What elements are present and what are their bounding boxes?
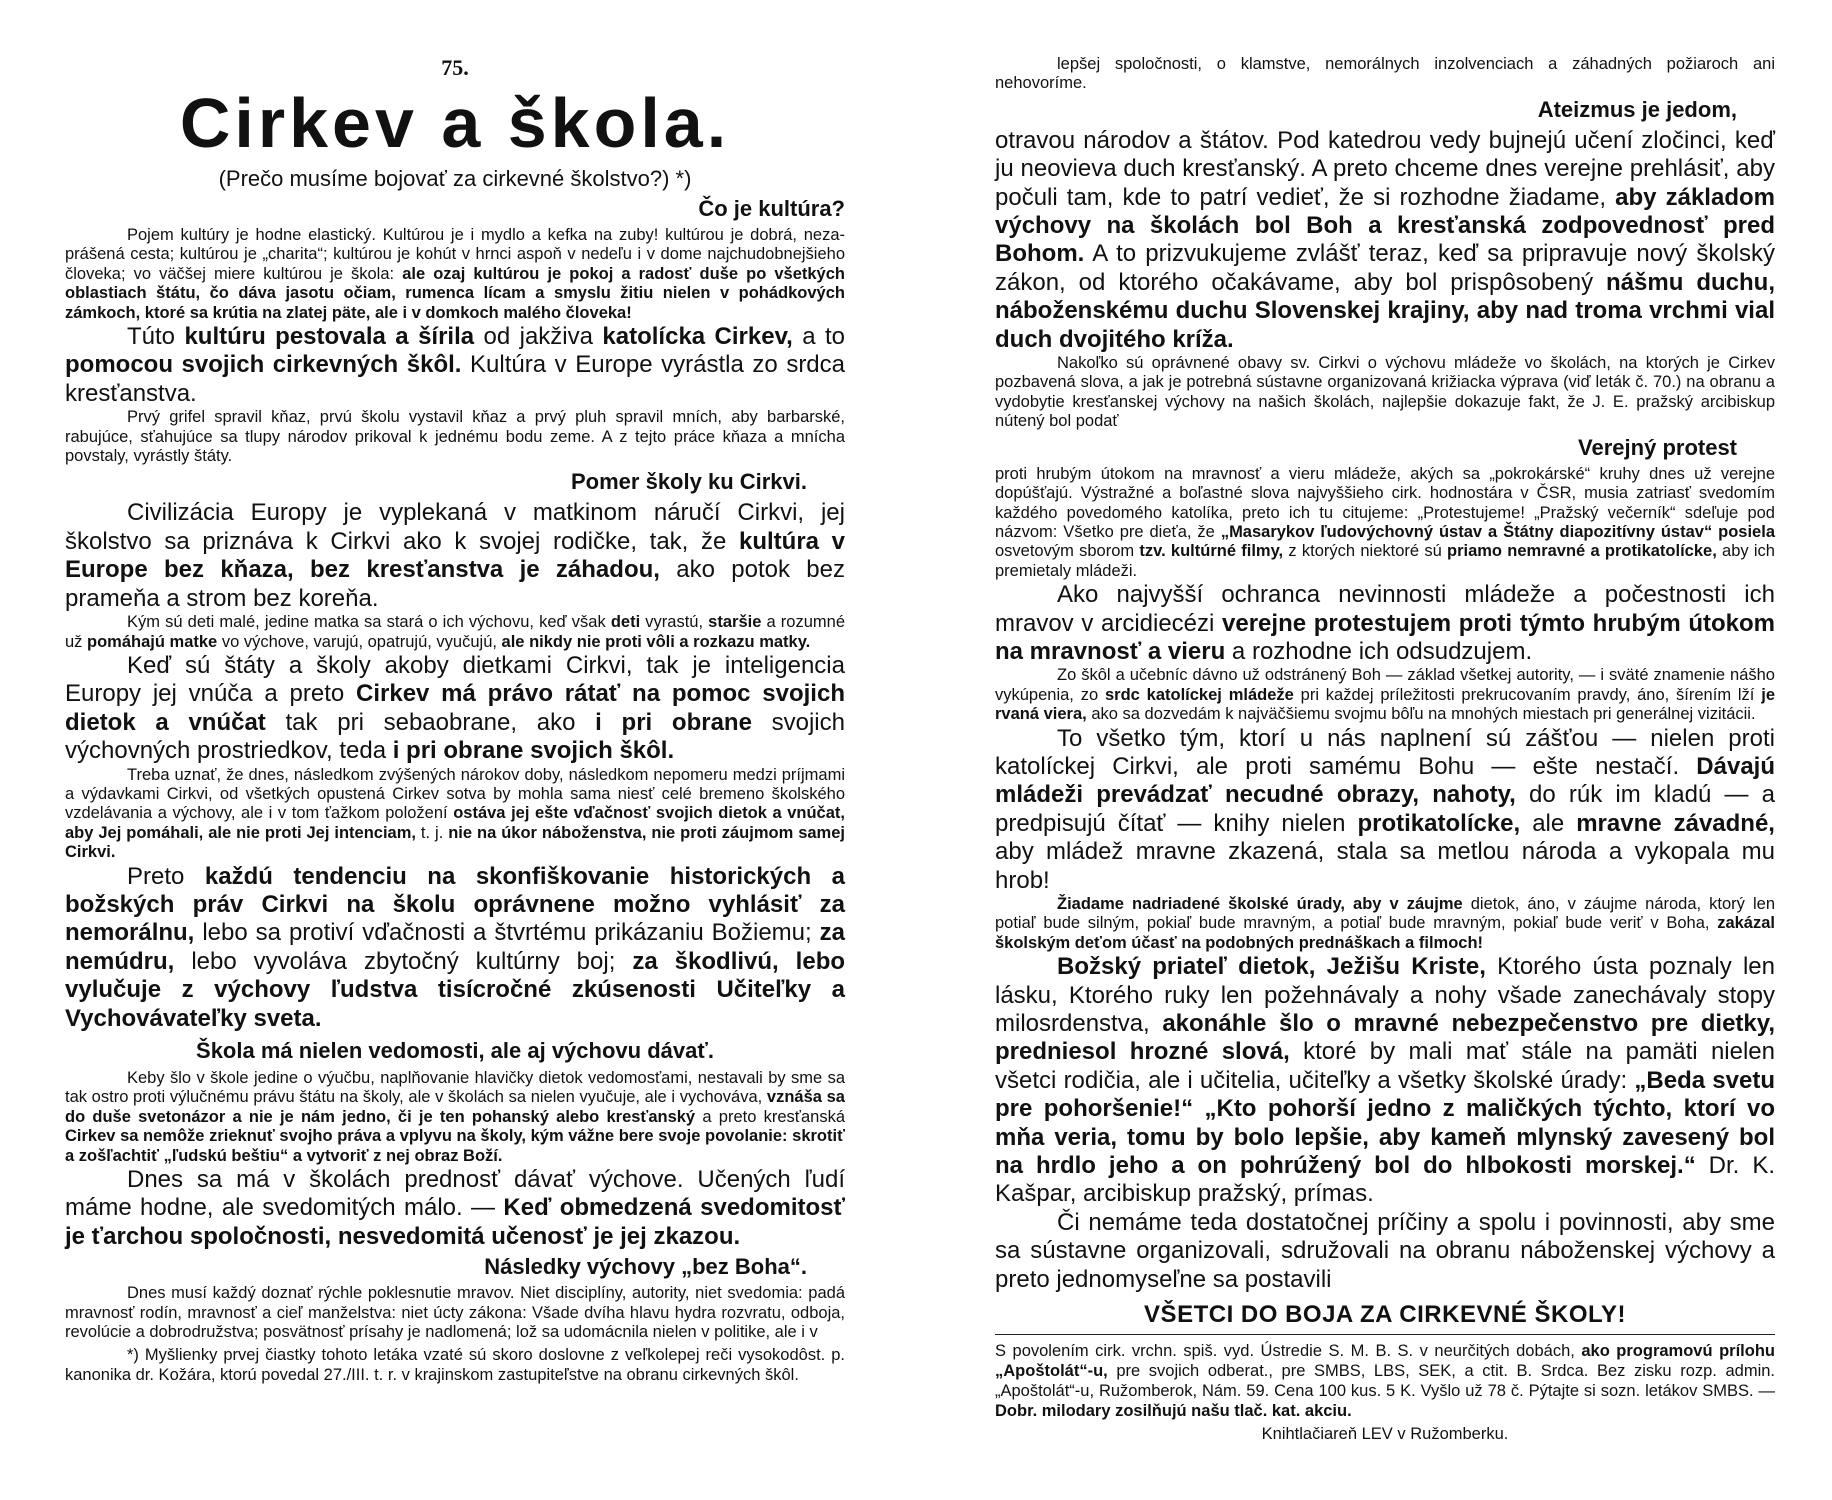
paragraph: Božský priateľ dietok, Ježišu Kriste, Ktorého ústa poznaly len lásku, Ktorého ruky len požehnávaly a nohy všade zanechávaly stopy milosrdenstva, akonáhle šlo o mravné nebezpečenstvo pre dietky, predniesol hrozné slová, ktoré by mali mať stále na pamäti nielen všetci rodičia, ale i učitelia, učiteľky a všetky školské úrady: „Beda svetu pre pohoršenie!“ „Kto pohorší jedno z maličkých týchto, ktorí vo mňa veria, tomu by bolo lepšie, aby kameň mlynský zavesený bol na hrdlo jeho a on pohrúžený bol do hlbokosti morskej.“ Dr. K. Kašpar, arcibiskup pražský, prímas. [995,953,1776,1208]
paragraph: Pojem kultúry je hodne elastický. Kultúrou je i mydlo a kefka na zuby! kultúrou je dobrá, nezaprášená cesta; kultúrou je „charita“; kultúrou je kohút v hrnci aspoň v nedeľu i v dome najchudobnejšieho človeka; vo väčšej miere kultúrou je škola: ale ozaj kultúrou je pokoj a radosť duše po všetkých oblastiach štátu, čo dáva jasotu očiam, rumenca lícam a smyslu žitiu nielen v pohádkových zámkoch, ktoré sa krútia na zlatej päte, ale i v domkoch malého človeka! [65,226,845,322]
footnote: *) Myšlienky prvej čiastky tohoto letáka vzaté sú skoro doslovne z veľkolepej reči vysokodôst. p. kanonika dr. Kožára, ktorú povedal 27./III. t. r. v krajinskom zastupiteľstve na obranu cirkevných škôl. [65,1346,845,1384]
heading-skola-ma: Škola má nielen vedomosti, ale aj výchovu dávať. [196,1038,714,1063]
paragraph: Dnes musí každý doznať rýchle poklesnutie mravov. Niet disciplíny, autority, niet svedomia: padá mravnosť rodín, mravnosť a cieľ manželstva: niet úcty zákona: Všade dvíha hlavu hydra rozvratu, odboja, revolúcie a dobrodružstva; posvätnosť prísahy je nadlomená; lož sa udomácnila nielen v politike, ale i v [65,1284,845,1342]
paragraph: Túto kultúru pestovala a šírila od jakživa katolícka Cirkev, a to pomocou svojich cirkevných škôl. Kultúra v Europe vyrástla zo srdca kresťanstva. [65,323,846,407]
paragraph: Civilizácia Europy je vyplekaná v matkinom náručí Cirkvi, jej školstvo sa priznáva k Cirkvi ako k svojej rodičke, tak, že kultúra v Europe bez kňaza, bez kresťanstva je záhadou, ako potok bez prameňa a strom bez koreňa. [65,499,846,612]
paragraph: Treba uznať, že dnes, následkom zvýšených nárokov doby, následkom nepomeru medzi príjmami a výdavkami Cirkvi, od všetkých opustená Cirkev sotva by mohla sama niesť celé bremeno školského vzdelávania a výchovy, ale i v tom ťažkom položení ostáva jej ešte vďačnosť svojich dietok a vnúčat, aby Jej pomáhali, ale nie proti Jej intenciam, t. j. nie na úkor náboženstva, nie proti záujmom samej Cirkvi. [65,765,845,862]
closing-slogan: VŠETCI DO BOJA ZA CIRKEVNÉ ŠKOLY! [1144,1301,1626,1329]
paragraph: Kým sú deti malé, jedine matka sa stará o ich výchovu, keď však deti vyrastú, staršie a rozumné už pomáhajú matke vo výchove, varujú, opatrujú, vyučujú, ale nikdy nie proti vôli a rozkazu matky. [65,613,845,651]
heading-nasledky: Následky výchovy „bez Boha“. [484,1254,807,1280]
paragraph: Zo škôl a učebníc dávno už odstránený Boh — základ všetkej autority, — i sväté znamenie nášho vykúpenia, zo srdc katolíckej mládeže pri každej príležitosti prekrucovaním pravdy, áno, šírením lží je rvaná viera, ako sa dozvedám k najväčšiemu svojmu bôľu na mnohých miestach pri generálnej vizitácii. [995,666,1775,724]
paragraph: Preto každú tendenciu na skonfiškovanie historických a božských práv Cirkvi na školu oprávnene možno vyhlásiť za nemorálnu, lebo sa protiví vďačnosti a štvrtému prikázaniu Božiemu; za nemúdru, lebo vyvoláva zbytočný kultúrny boj; za škodlivú, lebo vylučuje z výchovy ľudstva tisícročné zkúsenosti Učiteľky a Vychovávateľky sveta. [65,862,846,1032]
paragraph: Prvý grifel spravil kňaz, prvú školu vystavil kňaz a prvý pluh spravil mních, aby barbarské, rabujúce, sťahujúce sa tlupy národov prikoval k jednému bodu zeme. A z tejto práce kňaza a mnícha povstaly, vyrástly štáty. [65,408,845,466]
paragraph: Keby šlo v škole jedine o výučbu, naplňovanie hlavičky dietok vedomosťami, nestavali by sme sa tak ostro proti výlučnému právu štátu na školy, ale v školách sa nielen vyučuje, ale i vychováva, vznáša sa do duše svetonázor a nie je nám jedno, či je ten pohanský alebo kresťanský a preto kresťanská Cirkev sa nemôže zrieknuť svojho práva a vplyvu na školy, kým vážne bere svoje povolanie: skrotiť a zošľachtiť „ľudskú beštiu“ a vytvoriť z nej obraz Boží. [65,1069,845,1165]
divider [995,1334,1775,1335]
paragraph: Nakoľko sú oprávnené obavy sv. Cirkvi o výchovu mládeže vo školách, na ktorých je Cirkev pozbavená slova, a jak je potrebná sústavne organizovaná križiacka výprava (viď leták č. 70.) na obranu a vydobytie kresťanskej výchovy na našich školách, najlepšie dokazuje fakt, že J. E. pražský arcibiskup nútený bol podať [995,354,1775,431]
issue-number: 75. [441,55,469,80]
left-column [65,55,845,1385]
imprint: S povolením cirk. vrchn. spiš. vyd. Ústredie S. M. B. S. v neurčitých dobách, ako programovú prílohu „Apoštolát“-u, pre svojich odberat., pre SMBS, LBS, SEK, a ctit. B. Srdca. Bez zisku rozp. admin. „Apoštolát“-u, Ružomberok, Nám. 59. Cena 100 kus. 5 K. Vyšlo už 78 č. Pýtajte si sozn. letákov SMBS. — Dobr. milodary zosilňujú našu tlač. kat. akciu. [995,1342,1775,1421]
paragraph: To všetko tým, ktorí u nás naplnení sú zášťou — nielen proti katolíckej Cirkvi, ale proti samému Bohu — ešte nestačí. Dávajú mládeži prevádzať necudné obrazy, nahoty, do rúk im kladú — a predpisujú čítať — knihy nielen protikatolícke, ale mravne závadné, aby mládež mravne zkazená, stala sa metlou národa a vykopala mu hrob! [995,724,1776,894]
right-column [995,55,1775,1445]
paragraph: Žiadame nadriadené školské úrady, aby v záujme dietok, áno, v záujme národa, ktorý len potiaľ bude silným, pokiaľ bude mravným, a potiaľ bude mravným, pokiaľ bude veriť v Boha, zakázal školským deťom účasť na podobných prednáškach a filmoch! [995,895,1776,952]
paragraph: Či nemáme teda dostatočnej príčiny a spolu i povinnosti, aby sme sa sústavne organizovali, sdružovali na obranu náboženskej výchovy a preto jednomyseľne sa postavili [995,1208,1775,1293]
paragraph: Ako najvyšší ochranca nevinnosti mládeže a počestnosti ich mravov v arcidiecézi verejne protestujem proti týmto hrubým útokom na mravnosť a vieru a rozhodne ich odsudzujem. [995,581,1776,665]
paragraph: lepšej spoločnosti, o klamstve, nemorálnych inzolvenciach a záhadných požiaroch ani nehovoríme. [995,55,1775,93]
heading-co-je-kultura: Čo je kultúra? [698,196,845,221]
paragraph: otravou národov a štátov. Pod katedrou vedy bujnejú učení zločinci, keď ju neovieva duch kresťanský. A preto chceme dnes verejne prehlásiť, aby počuli tam, kde to patrí vedieť, že si rozhodne žiadame, aby základom výchovy na školách bol Boh a kresťanská zodpovednosť pred Bohom. A to prizvukujeme zvlášť teraz, keď sa pripravuje nový školský zákon, od ktorého očakávame, aby bol prispôsobený nášmu duchu, náboženskému duchu Slovenskej krajiny, aby nad troma vrchmi vial duch dvojitého kríža. [995,126,1775,353]
paragraph: Dnes sa má v školách prednosť dávať výchove. Učených ľudí máme hodne, ale svedomitých málo. — Keď obmedzená svedomitosť je ťarchou spoločnosti, nesvedomitá učenosť je jej zkazou. [65,1166,845,1250]
main-title: Cirkev a škola. [179,84,731,162]
printer-line: Knihtlačiareň LEV v Ružomberku. [1261,1425,1509,1444]
heading-pomer-skoly: Pomer školy ku Cirkvi. [571,469,807,495]
subtitle: (Prečo musíme bojovať za cirkevné školstvo?) *) [218,166,692,191]
paragraph: proti hrubým útokom na mravnosť a vieru mládeže, akých sa „pokrokárské“ kruhy dnes už verejne dopúšťajú. Výstražné a boľastné slova najvyššieho cirk. hodnostára v ČSR, musia zatriasť svedomím každého povedomého katolíka, preto ich tu citujeme: „Protestujeme! „Pražský večerník“ sdeľuje pod názvom: Všetko pre dieťa, že „Masarykov ľudovýchovný ústav a Štátny diapozitívny ústav“ posiela osvetovým sborom tzv. kultúrné filmy, z ktorých niektoré sú priamo nemravné a protikatolícke, aby ich premietaly mládeži. [995,464,1775,580]
paragraph: Keď sú štáty a školy akoby dietkami Cirkvi, tak je inteligencia Europy jej vnúča a preto Cirkev má právo rátať na pomoc svojich dietok a vnúčat tak pri sebaobrane, ako i pri obrane svojich výchovných prostriedkov, teda i pri obrane svojich škôl. [65,651,845,765]
heading-ateizmus: Ateizmus je jedom, [1537,96,1737,122]
heading-verejny-protest: Verejný protest [1578,434,1737,460]
